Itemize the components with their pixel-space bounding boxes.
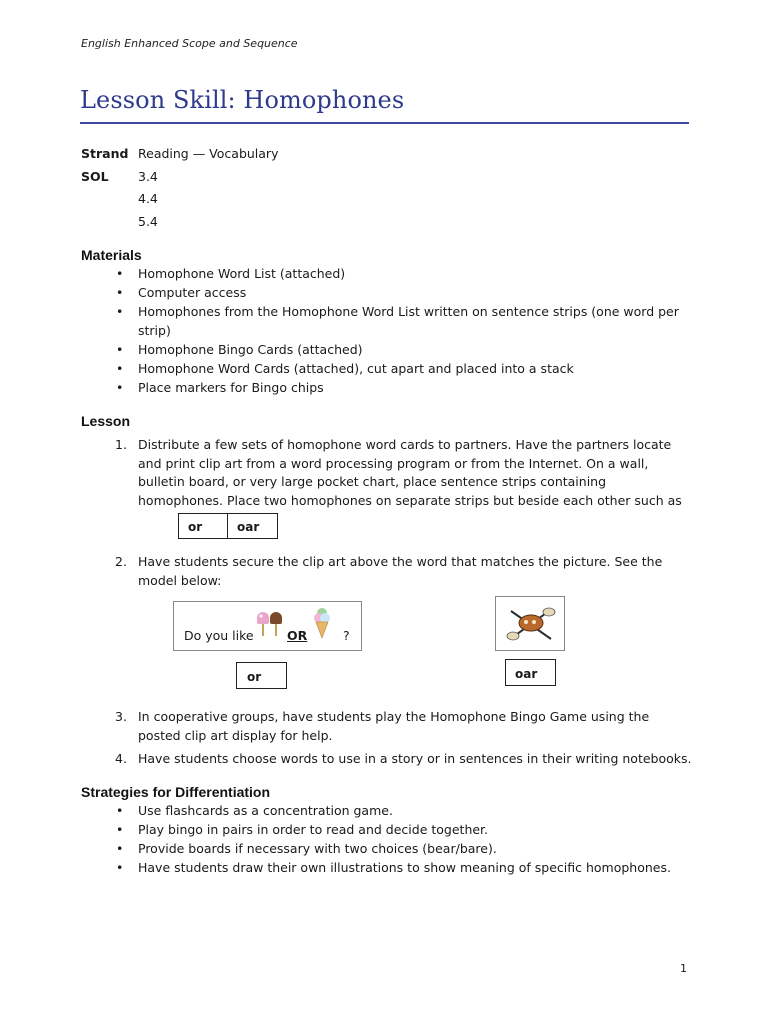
- model-sentence-start: Do you like: [184, 628, 254, 643]
- title-underline: [80, 122, 689, 124]
- model-word-text: oar: [515, 667, 538, 681]
- step-number: 3.: [115, 709, 127, 724]
- differentiation-item-text: Play bingo in pairs in order to read and decide together.: [138, 822, 489, 837]
- word-strip-text: or: [188, 520, 203, 534]
- step-number: 1.: [115, 437, 127, 452]
- bullet-icon: •: [116, 285, 124, 300]
- lesson-heading: Lesson: [81, 413, 131, 429]
- materials-heading: Materials: [81, 247, 142, 263]
- step-text: Have students choose words to use in a story or in sentences in their writing notebooks.: [138, 751, 692, 766]
- step-number: 2.: [115, 554, 127, 569]
- model-sentence-end: ?: [343, 628, 350, 643]
- model-word-or: [236, 662, 287, 689]
- step-text: Distribute a few sets of homophone word cards to partners. Have the partners locate and print clip art from a word processing program or from the Internet. On a wall, bulletin board, or very large pocket chart, place sentence strips containing homophones. Place two homophones on separate strips but beside each other such as: [138, 437, 682, 508]
- oar-clipart-box: [495, 596, 565, 651]
- model-word-text: or: [247, 670, 262, 684]
- materials-item-text: Homophone Word List (attached): [138, 266, 346, 281]
- sol-value: 4.4: [138, 191, 158, 206]
- bullet-icon: •: [116, 822, 124, 837]
- boat-oar-clipart-icon: [505, 605, 557, 643]
- page-title: Lesson Skill: Homophones: [80, 86, 405, 114]
- bullet-icon: •: [116, 361, 124, 376]
- page-number: 1: [680, 962, 687, 975]
- ice-cream-pops-icon: [254, 610, 288, 640]
- step-number: 4.: [115, 751, 127, 766]
- materials-item-text: Homophone Bingo Cards (attached): [138, 342, 363, 357]
- bullet-icon: •: [116, 860, 124, 875]
- sol-label: SOL: [81, 169, 109, 184]
- differentiation-heading: Strategies for Differentiation: [81, 784, 271, 800]
- materials-item-text: Computer access: [138, 285, 247, 300]
- sol-value: 3.4: [138, 169, 158, 184]
- word-strip-text: oar: [237, 520, 260, 534]
- materials-item-text: Homophone Word Cards (attached), cut apart and placed into a stack: [138, 361, 574, 376]
- bullet-icon: •: [116, 342, 124, 357]
- differentiation-item-text: Provide boards if necessary with two choices (bear/bare).: [138, 841, 497, 856]
- bullet-icon: •: [116, 304, 124, 319]
- materials-item-text: Homophones from the Homophone Word List written on sentence strips (one word per strip): [138, 304, 679, 338]
- differentiation-item-text: Use flashcards as a concentration game.: [138, 803, 393, 818]
- sol-value: 5.4: [138, 214, 158, 229]
- model-sentence-box: [173, 601, 362, 651]
- strand-value: Reading — Vocabulary: [138, 146, 279, 161]
- strand-label: Strand: [81, 146, 129, 161]
- differentiation-item-text: Have students draw their own illustrations to show meaning of specific homophones.: [138, 860, 671, 875]
- model-sentence-or: OR: [287, 628, 308, 643]
- running-header: English Enhanced Scope and Sequence: [81, 37, 298, 50]
- word-strip-oar: [227, 513, 278, 539]
- bullet-icon: •: [116, 380, 124, 395]
- step-text: In cooperative groups, have students play the Homophone Bingo Game using the posted clip art display for help.: [138, 709, 650, 743]
- bullet-icon: •: [116, 266, 124, 281]
- step-text: Have students secure the clip art above the word that matches the picture. See the model below:: [138, 554, 663, 588]
- materials-item-text: Place markers for Bingo chips: [138, 380, 324, 395]
- ice-cream-cone-icon: [311, 606, 333, 640]
- model-word-oar: [505, 659, 556, 686]
- bullet-icon: •: [116, 803, 124, 818]
- word-strip-or: [178, 513, 228, 539]
- bullet-icon: •: [116, 841, 124, 856]
